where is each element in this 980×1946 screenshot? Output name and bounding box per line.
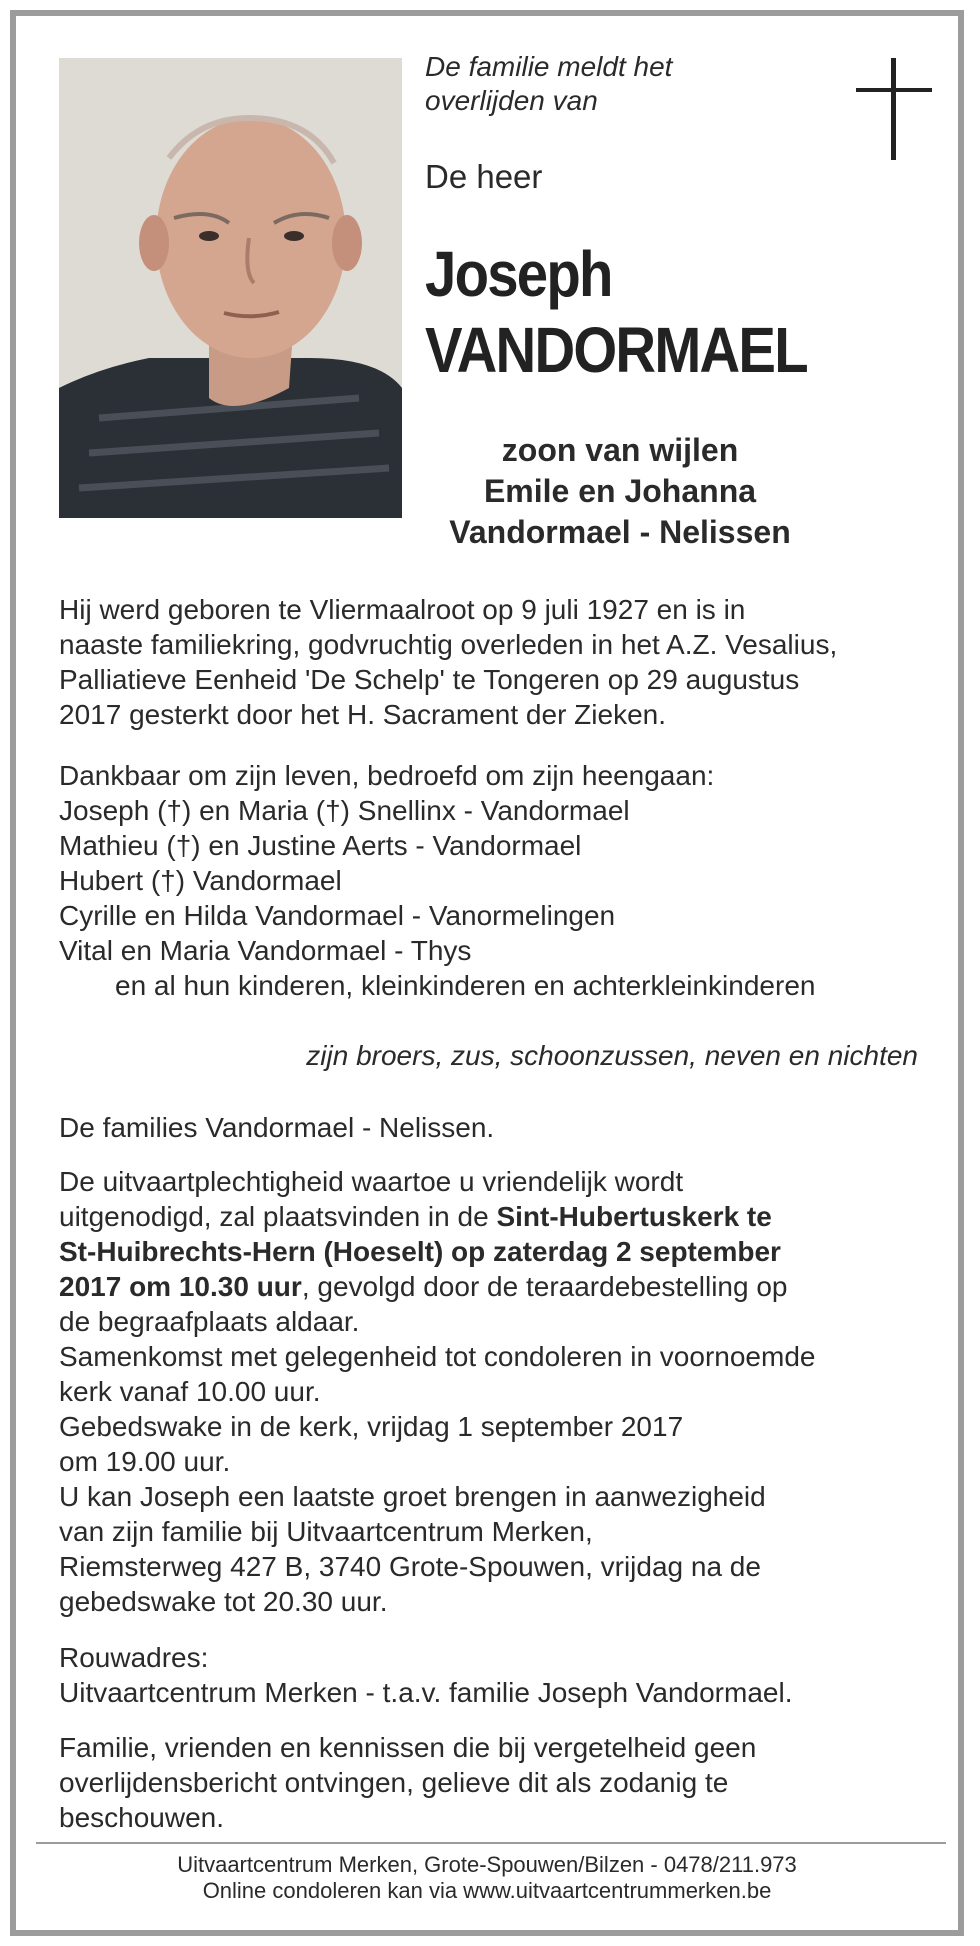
footer-divider (36, 1842, 946, 1844)
address-value: Uitvaartcentrum Merken - t.a.v. familie Joseph Vandormael. (59, 1677, 793, 1708)
text-line: van zijn familie bij Uitvaartcentrum Merken, (59, 1516, 593, 1547)
last-name: VANDORMAEL (425, 314, 807, 386)
portrait-photo (59, 58, 402, 518)
parents-line: Vandormael - Nelissen (449, 514, 791, 550)
relatives-line: zijn broers, zus, schoonzussen, neven en nichten (306, 1040, 918, 1071)
text-line: 2017 gesterkt door het H. Sacrament der Zieken. (59, 699, 666, 730)
text-line: naaste familiekring, godvruchtig overleden in het A.Z. Vesalius, (59, 629, 838, 660)
church-text: Sint-Hubertuskerk te (496, 1201, 772, 1232)
footer-website: Online condoleren kan via www.uitvaartcentrummerken.be (202, 1878, 772, 1903)
cross-icon (856, 58, 932, 160)
parents-line: Emile en Johanna (483, 473, 757, 509)
intro-line: overlijden van (425, 85, 598, 116)
text-line: overlijdensbericht ontvingen, gelieve dit als zodanig te (59, 1767, 729, 1798)
text-line: kerk vanaf 10.00 uur. (59, 1376, 321, 1407)
text-line: U kan Joseph een laatste groet brengen in aanwezigheid (59, 1481, 766, 1512)
text-line: beschouwen. (59, 1802, 225, 1833)
address-block (59, 1640, 919, 1710)
text-line (59, 1269, 919, 1304)
text-line: Riemsterweg 427 B, 3740 Grote-Spouwen, vrijdag na de (59, 1551, 761, 1582)
family-paragraph (59, 758, 919, 1003)
funeral-paragraph (59, 1164, 919, 1619)
text-line (59, 1199, 919, 1234)
text-line: gebedswake tot 20.30 uur. (59, 1586, 388, 1617)
birth-paragraph (59, 592, 919, 732)
parents-line: zoon van wijlen (501, 432, 739, 468)
address-label: Rouwadres: (59, 1642, 209, 1673)
first-name: Joseph (425, 238, 612, 310)
text-line: Gebedswake in de kerk, vrijdag 1 september 2017 (59, 1411, 684, 1442)
footer-contact: Uitvaartcentrum Merken, Grote-Spouwen/Bilzen - 0478/211.973 (177, 1852, 797, 1877)
closing-paragraph (59, 1730, 919, 1835)
text-line: Samenkomst met gelegenheid tot condoleren in voornoemde (59, 1341, 816, 1372)
text-line: de begraafplaats aldaar. (59, 1306, 360, 1337)
text-line: Hij werd geboren te Vliermaalroot op 9 juli 1927 en is in (59, 594, 746, 625)
family-heading: Dankbaar om zijn leven, bedroefd om zijn heengaan: (59, 760, 715, 791)
family-member: Joseph (†) en Maria (†) Snellinx - Vandormael (59, 795, 630, 826)
text-segment: uitgenodigd, zal plaatsvinden in de (59, 1201, 497, 1232)
family-member: Vital en Maria Vandormael - Thys (59, 935, 472, 966)
text-line: Palliatieve Eenheid 'De Schelp' te Tongeren op 29 augustus (59, 664, 800, 695)
family-member: Mathieu (†) en Justine Aerts - Vandormael (59, 830, 582, 861)
family-member: Hubert (†) Vandormael (59, 865, 342, 896)
text-segment: , gevolgd door de teraardebestelling op (301, 1271, 788, 1302)
text-line: Familie, vrienden en kennissen die bij vergetelheid geen (59, 1732, 757, 1763)
church-date-text: St-Huibrechts-Hern (Hoeselt) op zaterdag 2 september (59, 1236, 781, 1267)
families-text: De families Vandormael - Nelissen. (59, 1112, 495, 1143)
time-text: 2017 om 10.30 uur (59, 1271, 302, 1302)
descendants-line: en al hun kinderen, kleinkinderen en achterkleinkinderen (115, 970, 816, 1001)
text-line: om 19.00 uur. (59, 1446, 231, 1477)
intro-line: De familie meldt het (425, 51, 673, 82)
text-line: De uitvaartplechtigheid waartoe u vriendelijk wordt (59, 1166, 684, 1197)
intro-text (425, 50, 825, 118)
honorific: De heer (425, 158, 543, 195)
deceased-name (425, 236, 807, 388)
footer (16, 1852, 958, 1904)
parents-block (400, 430, 840, 553)
text-line (59, 1234, 919, 1269)
family-member: Cyrille en Hilda Vandormael - Vanormelingen (59, 900, 616, 931)
families-line (59, 1110, 919, 1145)
